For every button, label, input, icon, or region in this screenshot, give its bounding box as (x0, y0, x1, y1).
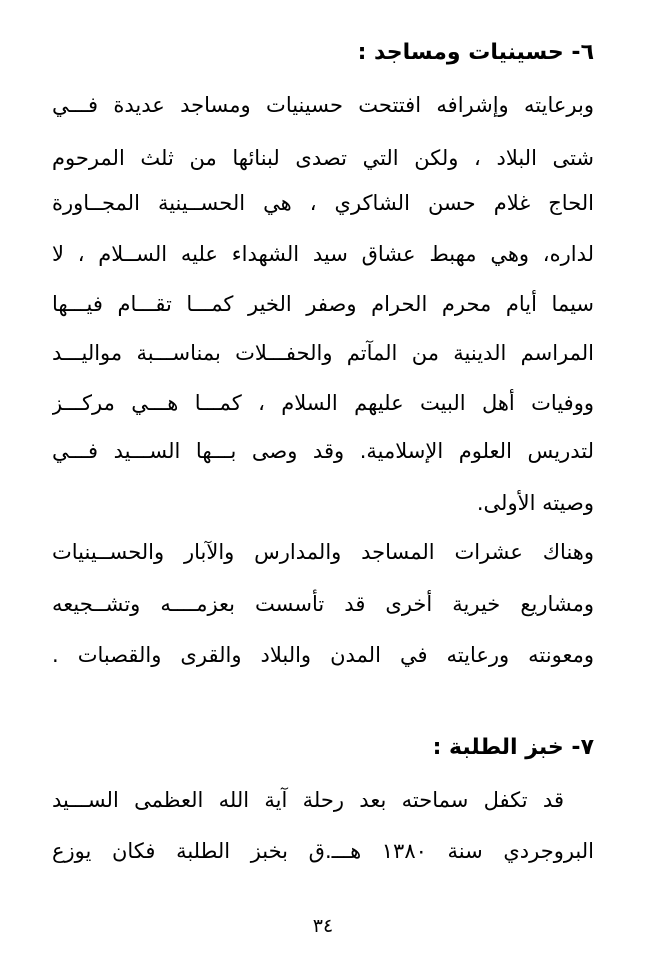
paragraph-line: قد تكفل سماحته بعد رحلة آية الله العظمى الســـيد (52, 788, 564, 812)
paragraph-line: شتى البلاد ، ولكن التي تصدى لبنائها من ثلث المرحوم (52, 146, 594, 170)
paragraph-line: سيما أيام محرم الحرام وصفر الخير كمـــا تقـــام فيـــها (52, 292, 594, 316)
paragraph-line: لداره، وهي مهبط عشاق سيد الشهداء عليه الســلام ، لا (52, 242, 594, 266)
paragraph-line: الحاج غلام حسن الشاكري ، هي الحســينية المجــاورة (52, 191, 594, 215)
paragraph-line: وصيته الأولى. (476, 491, 594, 515)
paragraph-line: ومعونته ورعايته في المدن والبلاد والقرى والقصبات . (52, 643, 594, 667)
paragraph-line: وهناك عشرات المساجد والمدارس والآبار والحســينيات (52, 540, 594, 564)
paragraph-line: وبرعايته وإشرافه افتتحت حسينيات ومساجد عديدة فـــي (52, 93, 594, 117)
section-6-heading: ٦- حسينيات ومساجد : (357, 40, 594, 65)
paragraph-line: البروجردي سنة ١٣٨٠ هـــ.ق بخبز الطلبة فكان يوزع (52, 839, 594, 863)
paragraph-line: المراسم الدينية من المآتم والحفـــلات بمناســـبة مواليـــد (52, 341, 594, 365)
page-number: ٣٤ (312, 915, 334, 937)
section-7-heading: ٧- خبز الطلبة : (432, 735, 594, 760)
paragraph-line: ووفيات أهل البيت عليهم السلام ، كمـــا هـــي مركـــز (52, 391, 594, 415)
paragraph-line: لتدريس العلوم الإسلامية. وقد وصى بـــها الســـيد فـــي (52, 439, 594, 463)
paragraph-line: ومشاريع خيرية أخرى قد تأسست بعزمــــه وتشــجيعه (52, 592, 594, 616)
